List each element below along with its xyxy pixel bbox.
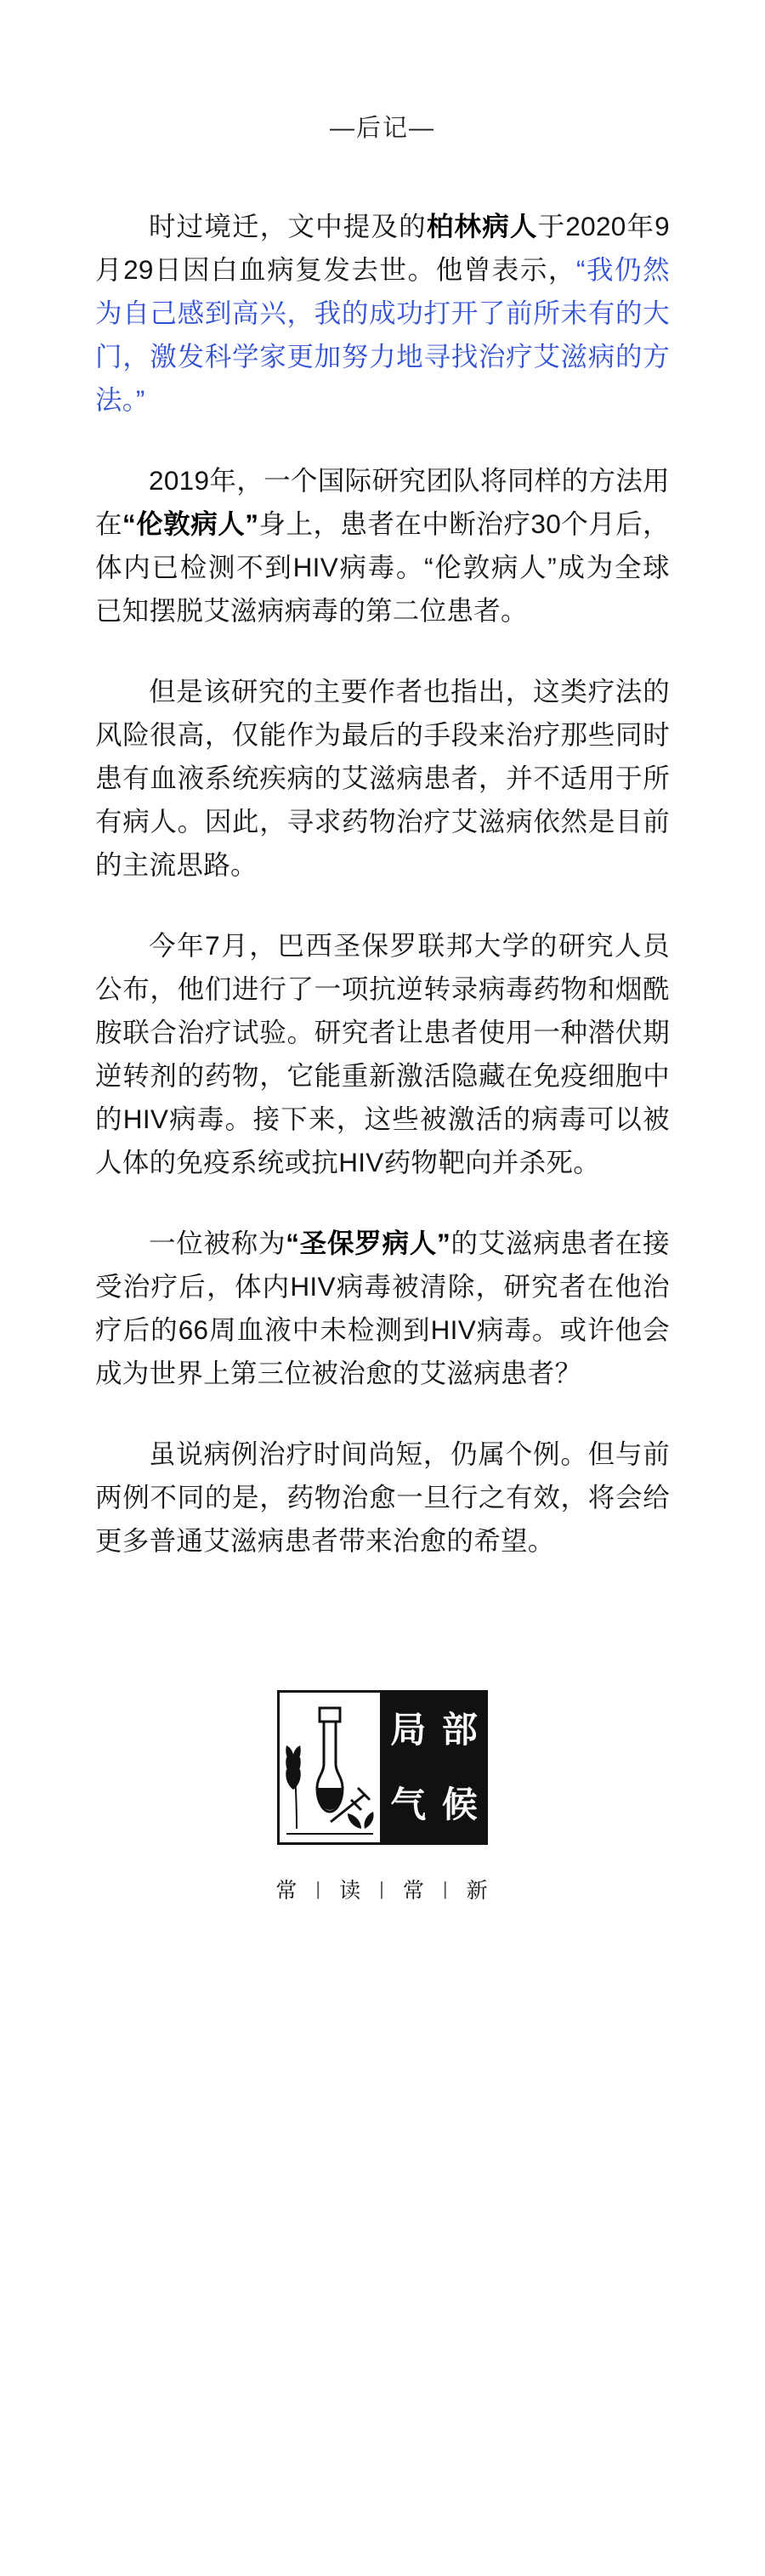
tagline-char-4: 新 (466, 1879, 490, 1904)
tagline-char-3: 常 (402, 1879, 426, 1904)
brand-char-4: 候 (441, 1784, 478, 1825)
tagline-separator-1: | (315, 1878, 323, 1900)
section-marker: —后记— (329, 115, 435, 142)
paragraph-3 (95, 670, 670, 887)
tagline-separator-2: | (379, 1878, 386, 1900)
bottom-spacer (95, 1904, 670, 2006)
para-2-run-3: 身上，患者在中断治疗30个月后，体内已检测不到HIV病毒。“伦敦病人”成为全球已知摆脱艾滋病病毒的第二位患者。 (95, 508, 670, 627)
para-1-run-1: 时过境迁，文中提及的 (149, 211, 427, 241)
brand-characters (382, 1693, 485, 1842)
paragraph-4 (95, 924, 670, 1184)
brand-char-3: 气 (390, 1784, 427, 1825)
paragraph-6 (95, 1433, 670, 1563)
brand-char-2: 部 (441, 1710, 478, 1750)
para-4-run-1: 今年7月，巴西圣保罗联邦大学的研究人员公布，他们进行了一项抗逆转录病毒药物和烟酰胺联合治疗试验。研究者让患者使用一种潜伏期逆转剂的药物，它能重新激活隐藏在免疫细胞中的HIV病毒。接下来，这些被激活的病毒可以被人体的免疫系统或抗HIV药物靶向并杀死。 (95, 930, 670, 1178)
paragraph-1 (95, 205, 670, 422)
para-6-run-1: 虽说病例治疗时间尚短，仍属个例。但与前两例不同的是，药物治愈一旦行之有效，将会给更多普通艾滋病患者带来治愈的希望。 (95, 1438, 670, 1557)
paragraph-5 (95, 1222, 670, 1395)
tagline-char-1: 常 (275, 1879, 299, 1904)
para-3-run-1: 但是该研究的主要作者也指出，这类疗法的风险很高，仅能作为最后的手段来治疗那些同时患有血液系统疾病的艾滋病患者，并不适用于所有病人。因此，寻求药物治疗艾滋病依然是目前的主流思路。 (95, 676, 670, 881)
paragraph-2 (95, 459, 670, 633)
para-5-run-3: 的艾滋病患者在接受治疗后，体内HIV病毒被清除，研究者在他治疗后的66周血液中未检测到HIV病毒。或许他会成为世界上第三位被治愈的艾滋病患者？ (95, 1228, 670, 1389)
para-2-run-1: 2019年，一个国际研究团队将同样的方法用在 (95, 465, 670, 540)
lab-flask-plants-illustration (280, 1693, 382, 1842)
para-5-term-saopaulo-patient: “圣保罗病人” (286, 1228, 451, 1259)
tagline-char-2: 读 (339, 1879, 363, 1904)
article-body (95, 205, 670, 1563)
footer-logo-area (95, 1690, 670, 1904)
para-5-run-1: 一位被称为 (149, 1228, 286, 1259)
para-1-quote: “我仍然为自己感到高兴，我的成功打开了前所未有的大门，激发科学家更加努力地寻找治疗艾滋病的方法。” (95, 254, 670, 416)
brand-char-1: 局 (390, 1710, 427, 1750)
para-2-term-london-patient: “伦敦病人” (122, 508, 259, 540)
para-1-run-3: 于2020年9月29日因白血病复发去世。他曾表示， (95, 211, 670, 286)
para-1-term-berlin-patient: 柏林病人 (426, 211, 538, 241)
tagline-separator-3: | (442, 1878, 450, 1900)
brand-logo (277, 1690, 488, 1845)
brand-tagline (258, 1874, 506, 1904)
